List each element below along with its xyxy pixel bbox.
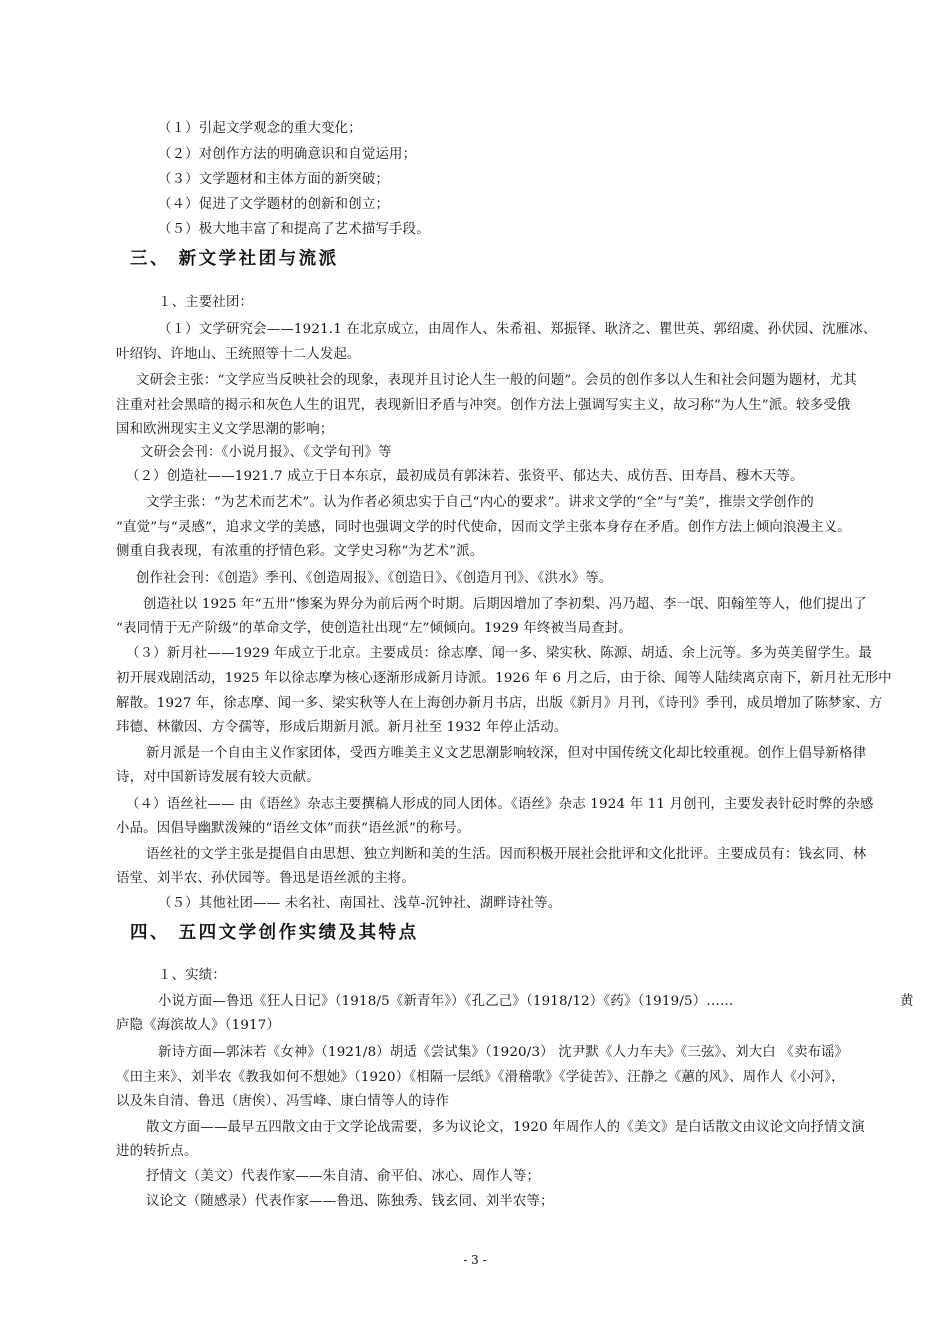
paragraph-line: １、实绩： xyxy=(158,968,226,983)
paragraph-line: 诗，对中国新诗发展有较大贡献。 xyxy=(116,770,320,785)
list-item: （５）极大地丰富了和提高了艺术描写手段。 xyxy=(158,222,430,237)
paragraph-line: 进的转折点。 xyxy=(116,1144,198,1159)
paragraph-line: 语堂、刘半农、孙伏园等。鲁迅是语丝派的主将。 xyxy=(116,871,415,886)
paragraph-line: 文学主张：“为艺术而艺术”。认为作者必须忠实于自己“内心的要求”。讲求文学的“全”与“美”，推崇文学创作的 xyxy=(146,495,814,510)
paragraph-line: 小说方面—鲁迅《狂人日记》（1918/5《新青年》）《孔乙己》（1918/12）《药》（1919/5）…… xyxy=(158,994,734,1009)
paragraph-line: 《田主来》、刘半农《教我如何不想她》（1920）《相隔一层纸》《滑稽歌》《学徒苦》、汪静之《蕙的风》、周作人《小河》， xyxy=(116,1070,845,1085)
paragraph-line: 语丝社的文学主张是提倡自由思想、独立判断和美的生活。因而积极开展社会批评和文化批评。主要成员有：钱玄同、林 xyxy=(146,847,867,862)
paragraph-line: 文研会会刊：《小说月报》、《文学旬刊》等 xyxy=(140,445,392,460)
paragraph-line: （１）文学研究会——1921.1 在北京成立，由周作人、朱希祖、郑振铎、耿济之、瞿世英、郭绍虞、孙伏园、沈雁冰、 xyxy=(158,322,877,337)
list-item: （１）引起文学观念的重大变化； xyxy=(158,121,362,136)
paragraph-line: （３）新月社——1929 年成立于北京。主要成员：徐志摩、闻一多、梁实秋、陈源、胡适、余上沅等。多为英美留学生。最 xyxy=(126,646,873,661)
list-item: （２）对创作方法的明确意识和自觉运用； xyxy=(158,147,417,162)
paragraph-line: 侧重自我表现，有浓重的抒情色彩。文学史习称“为艺术”派。 xyxy=(116,544,484,559)
paragraph-line: 初开展戏剧活动，1925 年以徐志摩为核心逐渐形成新月诗派。1926 年 6 月之后，由于徐、闻等人陆续离京南下，新月社无形中 xyxy=(116,671,892,686)
paragraph-line: （５）其他社团—— 未名社、南国社、浅草-沉钟社、湖畔诗社等。 xyxy=(158,896,562,911)
paragraph-line: “表同情于无产阶级”的革命文学，使创造社出现“左”倾倾向。1929 年终被当局查封。 xyxy=(116,621,633,636)
paragraph-line: “直觉”与“灵感”，追求文学的美感，同时也强调文学的时代使命，因而文学主张本身存在矛盾。创作方法上倾向浪漫主义。 xyxy=(116,520,851,535)
paragraph-line: 抒情文（美文）代表作家——朱自清、俞平伯、冰心、周作人等； xyxy=(146,1169,541,1184)
page-number: - 3 - xyxy=(463,1253,487,1267)
paragraph-line: 国和欧洲现实主义文学思潮的影响； xyxy=(116,422,334,437)
paragraph-line: 新诗方面—郭沫若《女神》（1921/8）胡适《尝试集》（1920/3） 沈尹默《人力车夫》《三弦》、刘大白 《卖布谣》 xyxy=(158,1045,849,1060)
list-item: （４）促进了文学题材的创新和创立； xyxy=(158,197,390,212)
paragraph-line: 创作社会刊：《创造》季刊、《创造周报》、《创造日》、《创造月刊》、《洪水》等。 xyxy=(136,571,613,586)
paragraph-line: 议论文（随感录）代表作家——鲁迅、陈独秀、钱玄同、刘半农等； xyxy=(146,1194,554,1209)
section-heading: 三、 新文学社团与流派 xyxy=(130,249,339,269)
list-item: （３）文学题材和主体方面的新突破； xyxy=(158,172,390,187)
paragraph-line: 散文方面——最早五四散文由于文学论战需要，多为议论文，1920 年周作人的《美文》是白话散文由议论文向抒情文演 xyxy=(146,1120,865,1135)
paragraph-line: 解散。1927 年，徐志摩、闻一多、梁实秋等人在上海创办新月书店，出版《新月》月刊，《诗刊》季刊，成员增加了陈梦家、方 xyxy=(116,696,883,711)
paragraph-line: （４）语丝社—— 由《语丝》杂志主要撰稿人形成的同人团体。《语丝》杂志 1924 年 11 月创刊，主要发表针砭时弊的杂感 xyxy=(126,797,874,812)
paragraph-line: 小品。因倡导幽默泼辣的“语丝文体”而获“语丝派”的称号。 xyxy=(116,821,471,836)
paragraph-line: 以及朱自清、鲁迅（唐俟）、冯雪峰、康白情等人的诗作 xyxy=(116,1094,450,1109)
section-heading: 四、 五四文学创作实绩及其特点 xyxy=(130,923,419,943)
paragraph-line: １、主要社团： xyxy=(158,295,254,310)
paragraph-line: 黄 xyxy=(900,994,914,1009)
paragraph-line: （２）创造社——1921.7 成立于日本东京，最初成员有郭沫若、张资平、郁达夫、成仿吾、田寿昌、穆木天等。 xyxy=(126,469,804,484)
paragraph-line: 创造社以 1925 年“五卅”惨案为界分为前后两个时期。后期因增加了李初梨、冯乃超、李一氓、阳翰笙等人，他们提出了 xyxy=(143,597,867,612)
paragraph-line: 叶绍钧、许地山、王统照等十二人发起。 xyxy=(116,347,361,362)
paragraph-line: 注重对社会黑暗的揭示和灰色人生的诅咒，表现新旧矛盾与冲突。创作方法上强调写实主义，故习称“为人生”派。较多受俄 xyxy=(116,398,851,413)
paragraph-line: 玮德、林徽因、方令孺等，形成后期新月派。新月社至 1932 年停止活动。 xyxy=(116,720,568,735)
paragraph-line: 新月派是一个自由主义作家团体，受西方唯美主义文艺思潮影响较深，但对中国传统文化却比较重视。创作上倡导新格律 xyxy=(146,746,867,761)
paragraph-line: 文研会主张：“文学应当反映社会的现象，表现并且讨论人生一般的问题”。会员的创作多以人生和社会问题为题材，尤其 xyxy=(136,373,857,388)
paragraph-line: 庐隐《海滨故人》（1917） xyxy=(116,1018,281,1033)
